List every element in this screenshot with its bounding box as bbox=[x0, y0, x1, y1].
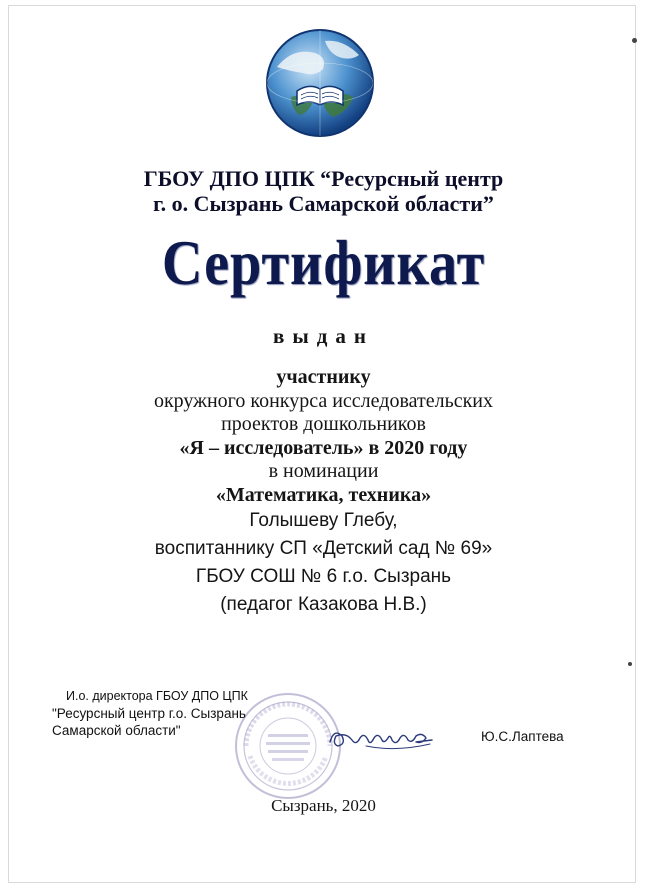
recipient-kindergarten: воспитаннику СП «Детский сад № 69» bbox=[154, 538, 493, 559]
contest-line-1: окружного конкурса исследовательских bbox=[153, 389, 494, 412]
globe-book-logo-icon bbox=[263, 27, 377, 144]
scan-speck bbox=[632, 38, 637, 43]
recipient-role: участнику bbox=[276, 366, 371, 388]
signatory-name: Ю.С.Лаптева bbox=[481, 729, 564, 744]
signatory-position: И.о. директора ГБОУ ДПО ЦПК bbox=[66, 689, 248, 703]
contest-line-2: проектов дошкольников bbox=[221, 413, 426, 435]
recipient-school: ГБОУ СОШ № 6 г.о. Сызрань bbox=[195, 566, 452, 587]
nomination-name: «Математика, техника» bbox=[215, 483, 432, 506]
nomination-label: в номинации bbox=[268, 460, 379, 482]
contest-name: «Я – исследователь» в 2020 году bbox=[179, 436, 468, 459]
issued-label: выдан bbox=[273, 324, 374, 348]
certificate-body bbox=[0, 366, 647, 619]
scan-speck bbox=[628, 662, 632, 666]
certificate-title: Сертификат bbox=[161, 227, 486, 298]
organization-line-1: ГБОУ ДПО ЦПК “Ресурсный центр bbox=[143, 166, 504, 191]
handwritten-signature bbox=[326, 722, 436, 759]
signatory-org-line-1: "Ресурсный центр г.о. Сызрань bbox=[52, 706, 246, 721]
signatory-org-line-2: Самарской области" bbox=[52, 723, 181, 738]
organization-line-2: г. о. Сызрань Самарской области” bbox=[153, 191, 494, 216]
organization-header bbox=[0, 166, 647, 216]
signatory-block bbox=[52, 688, 248, 739]
teacher-name: (педагог Казакова Н.В.) bbox=[220, 594, 427, 615]
recipient-name: Голышеву Глебу, bbox=[249, 510, 398, 531]
city-year: Сызрань, 2020 bbox=[271, 796, 376, 815]
